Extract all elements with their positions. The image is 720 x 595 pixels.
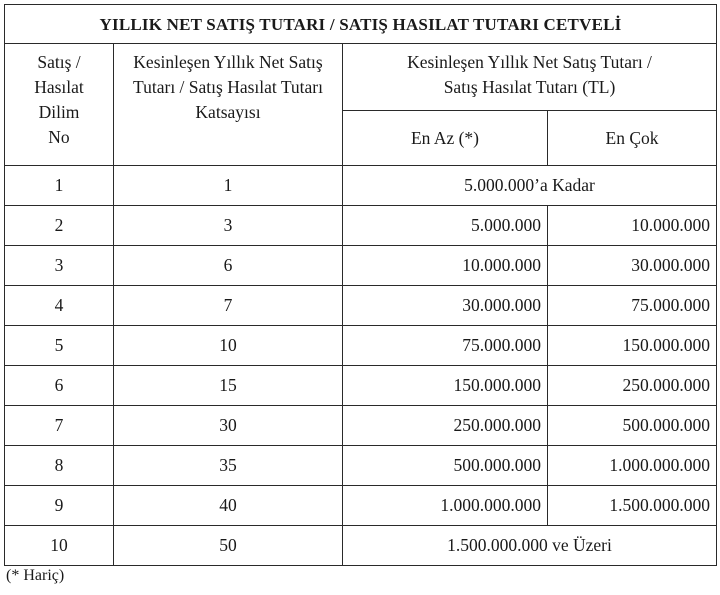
en-az-cell: 5.000.000 <box>343 206 548 246</box>
header-dilim-line-3: Dilim <box>38 102 80 122</box>
dilim-no-cell: 3 <box>5 246 114 286</box>
header-tutar-line-2: Satış Hasılat Tutarı (TL) <box>443 77 616 97</box>
katsayi-cell: 10 <box>114 326 343 366</box>
table-row <box>5 366 717 406</box>
en-az-cell: 150.000.000 <box>343 366 548 406</box>
table-row <box>5 446 717 486</box>
header-dilim-line-2: Hasılat <box>34 77 84 97</box>
dilim-no-cell: 7 <box>5 406 114 446</box>
en-cok-cell: 150.000.000 <box>548 326 717 366</box>
table-row <box>5 166 717 206</box>
katsayi-cell: 3 <box>114 206 343 246</box>
en-cok-cell: 1.000.000.000 <box>548 446 717 486</box>
header-katsayi-line-3: Katsayısı <box>195 102 261 122</box>
katsayi-cell: 40 <box>114 486 343 526</box>
en-az-cell: 10.000.000 <box>343 246 548 286</box>
header-dilim-line-1: Satış / <box>37 52 81 72</box>
en-az-cell: 75.000.000 <box>343 326 548 366</box>
katsayi-cell: 35 <box>114 446 343 486</box>
en-cok-cell: 500.000.000 <box>548 406 717 446</box>
en-cok-cell: 75.000.000 <box>548 286 717 326</box>
katsayi-cell: 15 <box>114 366 343 406</box>
header-katsayi <box>114 44 343 166</box>
dilim-no-cell: 10 <box>5 526 114 566</box>
dilim-no-cell: 2 <box>5 206 114 246</box>
table-row <box>5 286 717 326</box>
en-cok-cell: 30.000.000 <box>548 246 717 286</box>
en-az-cell: 1.000.000.000 <box>343 486 548 526</box>
merged-range-cell: 5.000.000’a Kadar <box>343 166 717 206</box>
header-tutar <box>343 44 717 111</box>
dilim-no-cell: 6 <box>5 366 114 406</box>
en-cok-cell: 250.000.000 <box>548 366 717 406</box>
dilim-no-cell: 9 <box>5 486 114 526</box>
footnote: (* Hariç) <box>6 567 65 584</box>
table-row <box>5 206 717 246</box>
dilim-no-cell: 4 <box>5 286 114 326</box>
header-en-az: En Az (*) <box>343 111 548 166</box>
katsayi-cell: 30 <box>114 406 343 446</box>
table-row <box>5 406 717 446</box>
katsayi-cell: 6 <box>114 246 343 286</box>
dilim-no-cell: 5 <box>5 326 114 366</box>
katsayi-cell: 7 <box>114 286 343 326</box>
table-row <box>5 526 717 566</box>
katsayi-cell: 50 <box>114 526 343 566</box>
header-tutar-line-1: Kesinleşen Yıllık Net Satış Tutarı / <box>407 52 652 72</box>
header-en-cok: En Çok <box>548 111 717 166</box>
table-row <box>5 246 717 286</box>
header-dilim-line-4: No <box>48 127 70 147</box>
en-az-cell: 30.000.000 <box>343 286 548 326</box>
katsayi-cell: 1 <box>114 166 343 206</box>
dilim-no-cell: 8 <box>5 446 114 486</box>
en-cok-cell: 10.000.000 <box>548 206 717 246</box>
header-katsayi-line-2: Tutarı / Satış Hasılat Tutarı <box>133 77 323 97</box>
merged-range-cell: 1.500.000.000 ve Üzeri <box>343 526 717 566</box>
en-cok-cell: 1.500.000.000 <box>548 486 717 526</box>
en-az-cell: 500.000.000 <box>343 446 548 486</box>
table-title: YILLIK NET SATIŞ TUTARI / SATIŞ HASILAT TUTARI CETVELİ <box>5 5 717 44</box>
header-katsayi-line-1: Kesinleşen Yıllık Net Satış <box>133 52 323 72</box>
table-row <box>5 326 717 366</box>
table-row <box>5 486 717 526</box>
satis-hasilat-cetveli-table <box>4 4 717 566</box>
dilim-no-cell: 1 <box>5 166 114 206</box>
header-dilim-no <box>5 44 114 166</box>
en-az-cell: 250.000.000 <box>343 406 548 446</box>
